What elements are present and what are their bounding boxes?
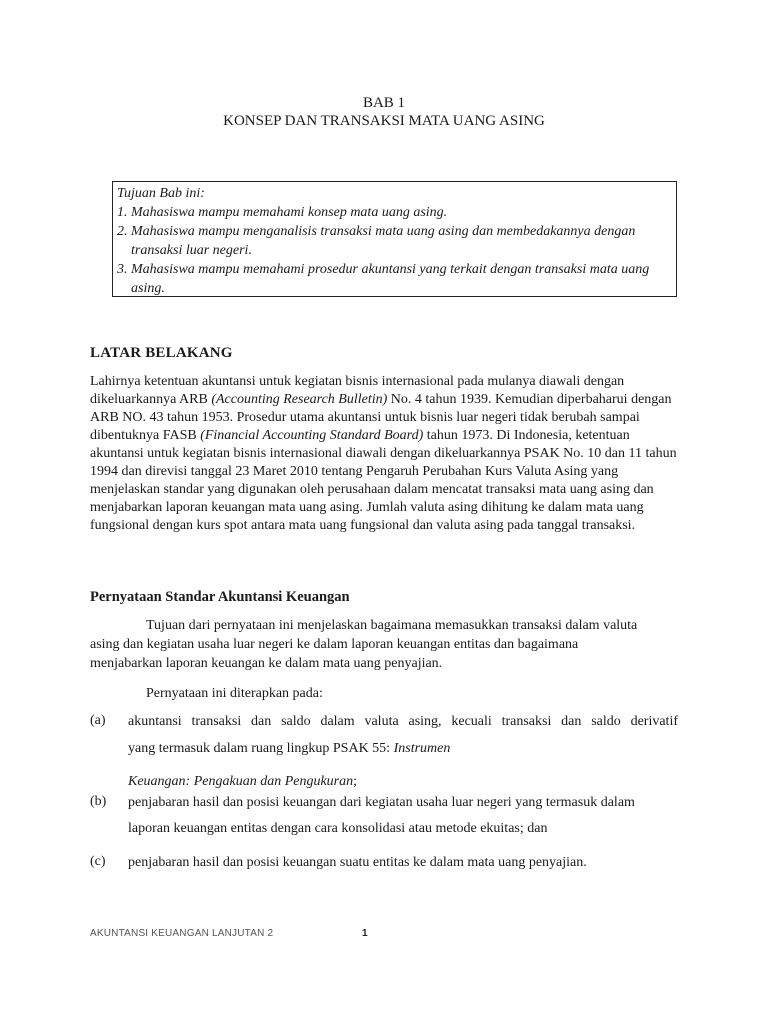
objective-text: Mahasiswa mampu memahami prosedur akuntansi yang terkait dengan transaksi mata uang asing. xyxy=(131,262,650,296)
background-italic-arb: (Accounting Research Bulletin) xyxy=(211,392,388,407)
psak-intro-line-2: asing dan kegiatan usaha luar negeri ke dalam laporan keuangan entitas dan bagaimana xyxy=(90,637,579,652)
chapter-number: BAB 1 xyxy=(362,95,406,111)
chapter-title: KONSEP DAN TRANSAKSI MATA UANG ASING xyxy=(223,113,545,129)
section-heading-background: LATAR BELAKANG xyxy=(90,345,233,361)
list-item-a-line-3 xyxy=(128,773,678,791)
objective-text: Mahasiswa mampu menganalisis transaksi mata uang asing dan membedakannya dengan transaksi luar negeri. xyxy=(131,224,636,258)
background-paragraph xyxy=(90,373,680,535)
background-text-2: No. 4 tahun 1939. Kemudian diperbaharui dengan ARB NO. 43 tahun 1953. Prosedur utama akuntansi untuk bisnis luar negeri tidak berubah sampai dibentuknya FASB xyxy=(90,392,672,443)
objective-item xyxy=(117,222,672,260)
list-label-a: (a) xyxy=(90,713,106,728)
footer-text: AKUNTANSI KEUANGAN LANJUTAN 2 xyxy=(90,928,274,939)
objective-number: 3. xyxy=(117,262,128,277)
list-label-c: (c) xyxy=(90,854,106,869)
list-item-a-line-1: akuntansi transaksi dan saldo dalam valuta asing, kecuali transaksi dan saldo derivatif xyxy=(128,714,678,729)
objective-item xyxy=(117,203,672,222)
objectives-heading: Tujuan Bab ini: xyxy=(117,186,205,201)
objective-number: 1. xyxy=(117,205,128,220)
background-text-3: tahun 1973. Di Indonesia, ketentuan akuntansi untuk kegiatan bisnis internasional diawali dengan dikeluarkannya PSAK No. 10 dan 11 tahun 1994 dan direvisi tanggal 23 Maret 2010 tentang Pengaruh Perubahan Kurs Valuta Asing yang menjelaskan standar yang digunakan oleh perusahaan dalam mencatat transaksi mata uang asing dan menjabarkan laporan keuangan mata uang asing. Jumlah valuta asing dihitung ke dalam mata uang fungsional dengan kurs spot antara mata uang fungsional dan valuta asing pada tanggal transaksi. xyxy=(90,428,677,533)
list-item-a-tail: ; xyxy=(353,774,358,789)
list-item-a-line-2 xyxy=(128,740,678,758)
psak-applies: Pernyataan ini diterapkan pada: xyxy=(146,686,323,701)
objective-text: Mahasiswa mampu memahami konsep mata uang asing. xyxy=(131,205,448,220)
background-text-1: Lahirnya ketentuan akuntansi untuk kegiatan bisnis internasional pada mulanya diawali dengan dikeluarkannya ARB xyxy=(90,374,625,407)
objective-item xyxy=(117,260,672,298)
list-item-a-italic: Instrumen xyxy=(393,741,451,756)
list-item-b-line-2: laporan keuangan entitas dengan cara konsolidasi atau metode ekuitas; dan xyxy=(128,821,548,836)
psak-intro-line-3: menjabarkan laporan keuangan ke dalam mata uang penyajian. xyxy=(90,656,443,671)
objectives-box xyxy=(112,181,677,297)
list-item-a-text: yang termasuk dalam ruang lingkup PSAK 55: xyxy=(128,741,394,756)
section-heading-psak: Pernyataan Standar Akuntansi Keuangan xyxy=(90,589,350,605)
background-italic-fasb: (Financial Accounting Standard Board) xyxy=(200,428,424,443)
list-item-c-line-1: penjabaran hasil dan posisi keuangan suatu entitas ke dalam mata uang penyajian. xyxy=(128,855,587,870)
objective-number: 2. xyxy=(117,224,128,239)
psak-intro-line-1: Tujuan dari pernyataan ini menjelaskan bagaimana memasukkan transaksi dalam valuta xyxy=(146,618,638,633)
list-label-b: (b) xyxy=(90,794,107,809)
page-number: 1 xyxy=(362,928,368,939)
list-item-b-line-1: penjabaran hasil dan posisi keuangan dari kegiatan usaha luar negeri yang termasuk dalam xyxy=(128,795,635,810)
list-item-a-italic-2: Keuangan: Pengakuan dan Pengukuran xyxy=(128,774,354,789)
